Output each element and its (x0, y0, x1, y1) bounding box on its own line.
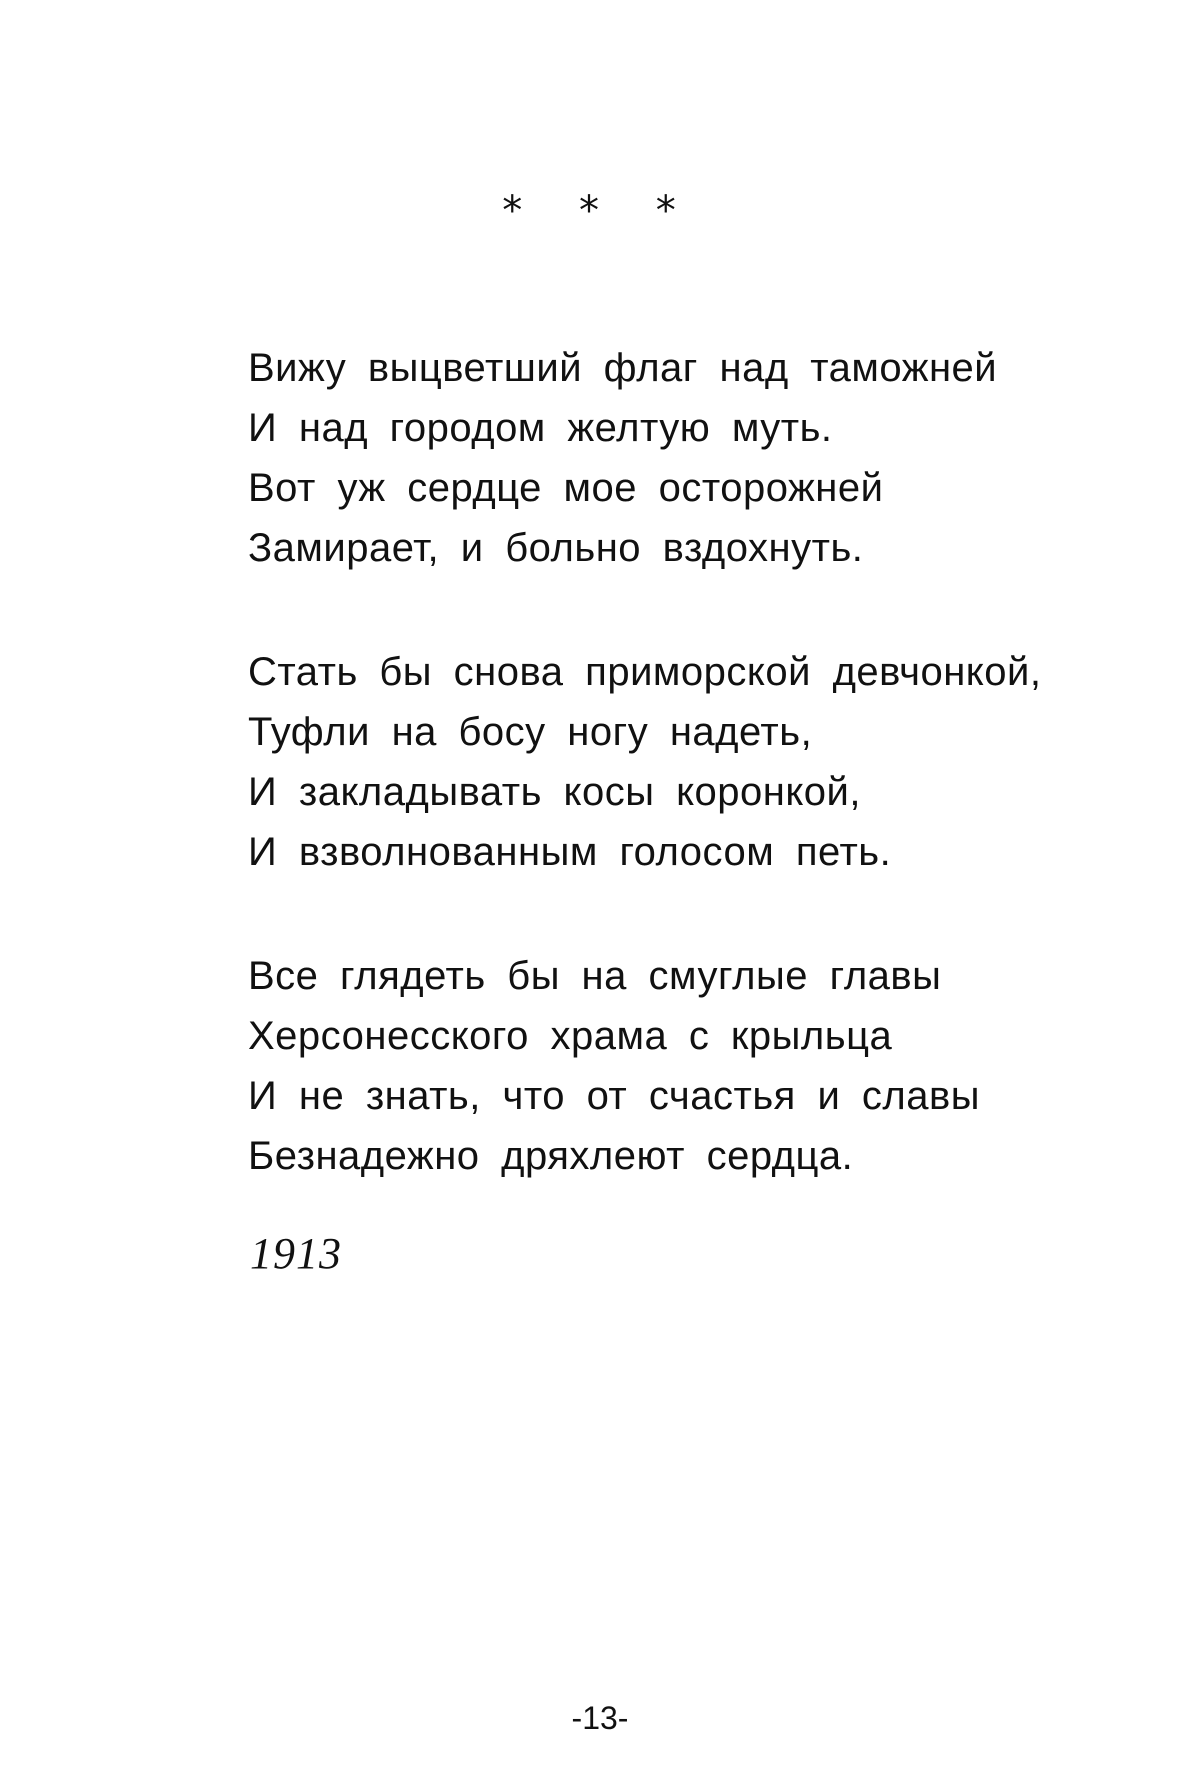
poem-line: Все глядеть бы на смуглые главы (248, 954, 942, 998)
stanza-3 (248, 946, 1148, 1186)
poem-line: И закладывать косы коронкой, (248, 770, 862, 814)
poem-line: Стать бы снова приморской девчонкой, (248, 650, 1042, 694)
poem-line: Херсонесского храма с крыльца (248, 1014, 893, 1058)
poem-line: Замирает, и больно вздохнуть. (248, 526, 864, 570)
poem-line: Вижу выцветший флаг над таможней (248, 346, 998, 390)
poem-line: И взволнованным голосом петь. (248, 830, 892, 874)
poem-year: 1913 (250, 1229, 342, 1278)
stanza-1 (248, 338, 1148, 578)
poem-line: И не знать, что от счастья и славы (248, 1074, 980, 1118)
section-ornament: * * * (502, 188, 698, 234)
stanza-2 (248, 642, 1148, 882)
poem (248, 338, 1148, 1250)
poem-line: Вот уж сердце мое осторожней (248, 466, 884, 510)
poem-line: Безнадежно дряхлеют сердца. (248, 1134, 854, 1178)
poem-line: И над городом желтую муть. (248, 406, 833, 450)
page-number: -13- (571, 1700, 629, 1736)
poem-line: Туфли на босу ногу надеть, (248, 710, 813, 754)
